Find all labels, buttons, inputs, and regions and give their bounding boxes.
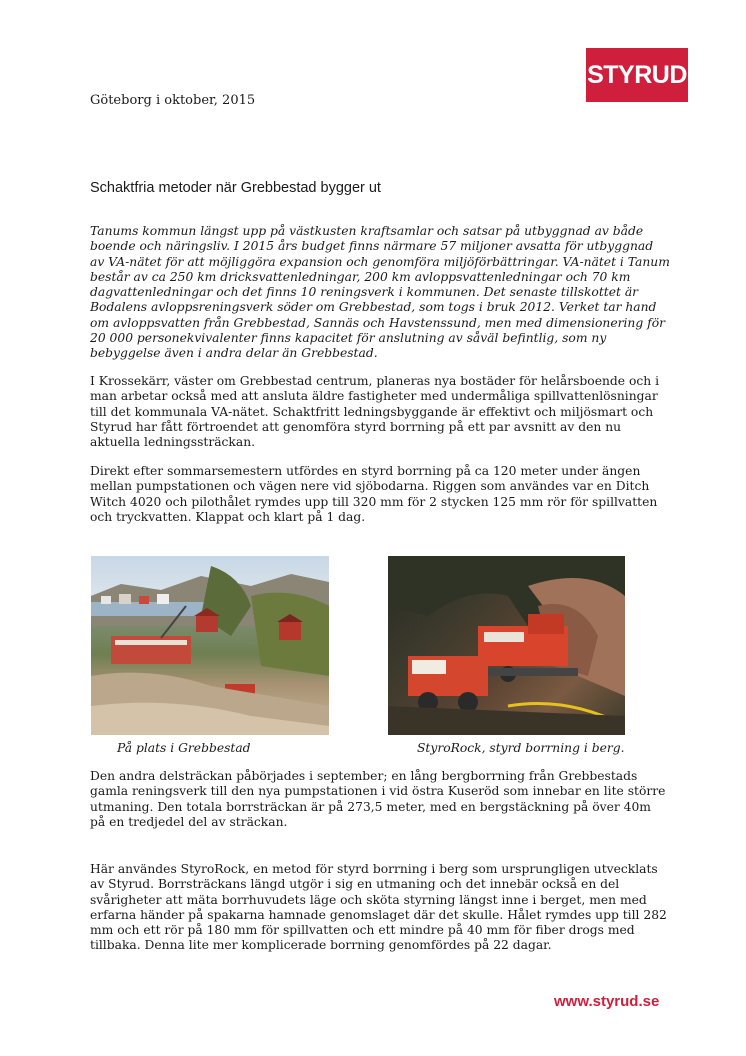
photo-grebbestad-illustration <box>91 556 329 735</box>
dateline: Göteborg i oktober, 2015 <box>90 93 256 108</box>
body-paragraph-3: Den andra delsträckan påbörjades i september; en lång bergborrning från Grebbestads gamla reningsverk till den nya pumpstationen i vid östra Kuseröd som innebar en lite större utmaning. Den totala borrsträckan är på 273,5 meter, med en bergstäckning på över 40m på en tredjedel del av sträckan. <box>90 769 666 829</box>
styrud-logo: STYRUD <box>586 48 688 102</box>
photo-caption-2: StyroRock, styrd borrning i berg. <box>417 741 625 755</box>
body-paragraph-2: Direkt efter sommarsemestern utfördes en styrd borrning på ca 120 meter under ängen mellan pumpstationen och vägen nere vid sjöbodarna. Riggen som användes var en Ditch Witch 4020 och pilothålet rymdes upp till 320 mm för 2 stycken 125 mm rör för spillvatten och tryckvatten. Klappat och klart på 1 dag. <box>90 464 658 524</box>
photo-grebbestad-site <box>91 556 329 735</box>
footer-website-link[interactable]: www.styrud.se <box>554 993 660 1010</box>
article-heading: Schaktfria metoder när Grebbestad bygger ut <box>90 180 381 196</box>
photo-caption-1: På plats i Grebbestad <box>117 741 251 755</box>
photo-styrorock-illustration <box>388 556 625 735</box>
body-paragraph-4: Här användes StyroRock, en metod för styrd borrning i berg som ursprungligen utvecklats av Styrud. Borrsträckans längd utgör i sig en utmaning och det innebär också en del svårigheter att mäta borrhuvudets läge och sköta styrning längst inne i berget, men med erfarna händer på spakarna hamnade genomslaget där det skulle. Hålet rymdes upp till 282 mm och ett rör på 180 mm för spillvatten och ett mindre på 40 mm för fiber drogs med tillbaka. Denna lite mer komplicerade borrning genomfördes på 22 dagar. <box>90 862 667 953</box>
photo-styrorock-drilling <box>388 556 625 735</box>
ingress-paragraph: Tanums kommun längst upp på västkusten kraftsamlar och satsar på utbyggnad av både boende och näringsliv. I 2015 års budget finns närmare 57 miljoner avsatta för utbyggnad av VA-nätet för att möjliggöra expansion och genomföra miljöförbättringar. VA-nätet i Tanum består av ca 250 km dricksvattenledningar, 200 km avloppsvattenledningar och 70 km dagvattenledningar och det finns 10 reningsverk i kommunen. Det senaste tillskottet är Bodalens avloppsreningsverk söder om Grebbestad, som togs i bruk 2012. Verket tar hand om avloppsvatten från Grebbestad, Sannäs och Havstenssund, men med dimensionering för 20 000 personekvivalenter finns kapacitet för anslutning av såväl befintlig, som ny bebyggelse även i andra delar än Grebbestad. <box>90 224 670 361</box>
body-paragraph-1: I Krossekärr, väster om Grebbestad centrum, planeras nya bostäder för helårsboende och i man arbetar också med att ansluta äldre fastigheter med undermåliga spillvattenlösningar till det kommunala VA-nätet. Schaktfritt ledningsbyggande är effektivt och miljösmart och Styrud har fått förtroendet att genomföra styrd borrning på ett par avsnitt av den nu aktuella ledningssträckan. <box>90 374 660 450</box>
